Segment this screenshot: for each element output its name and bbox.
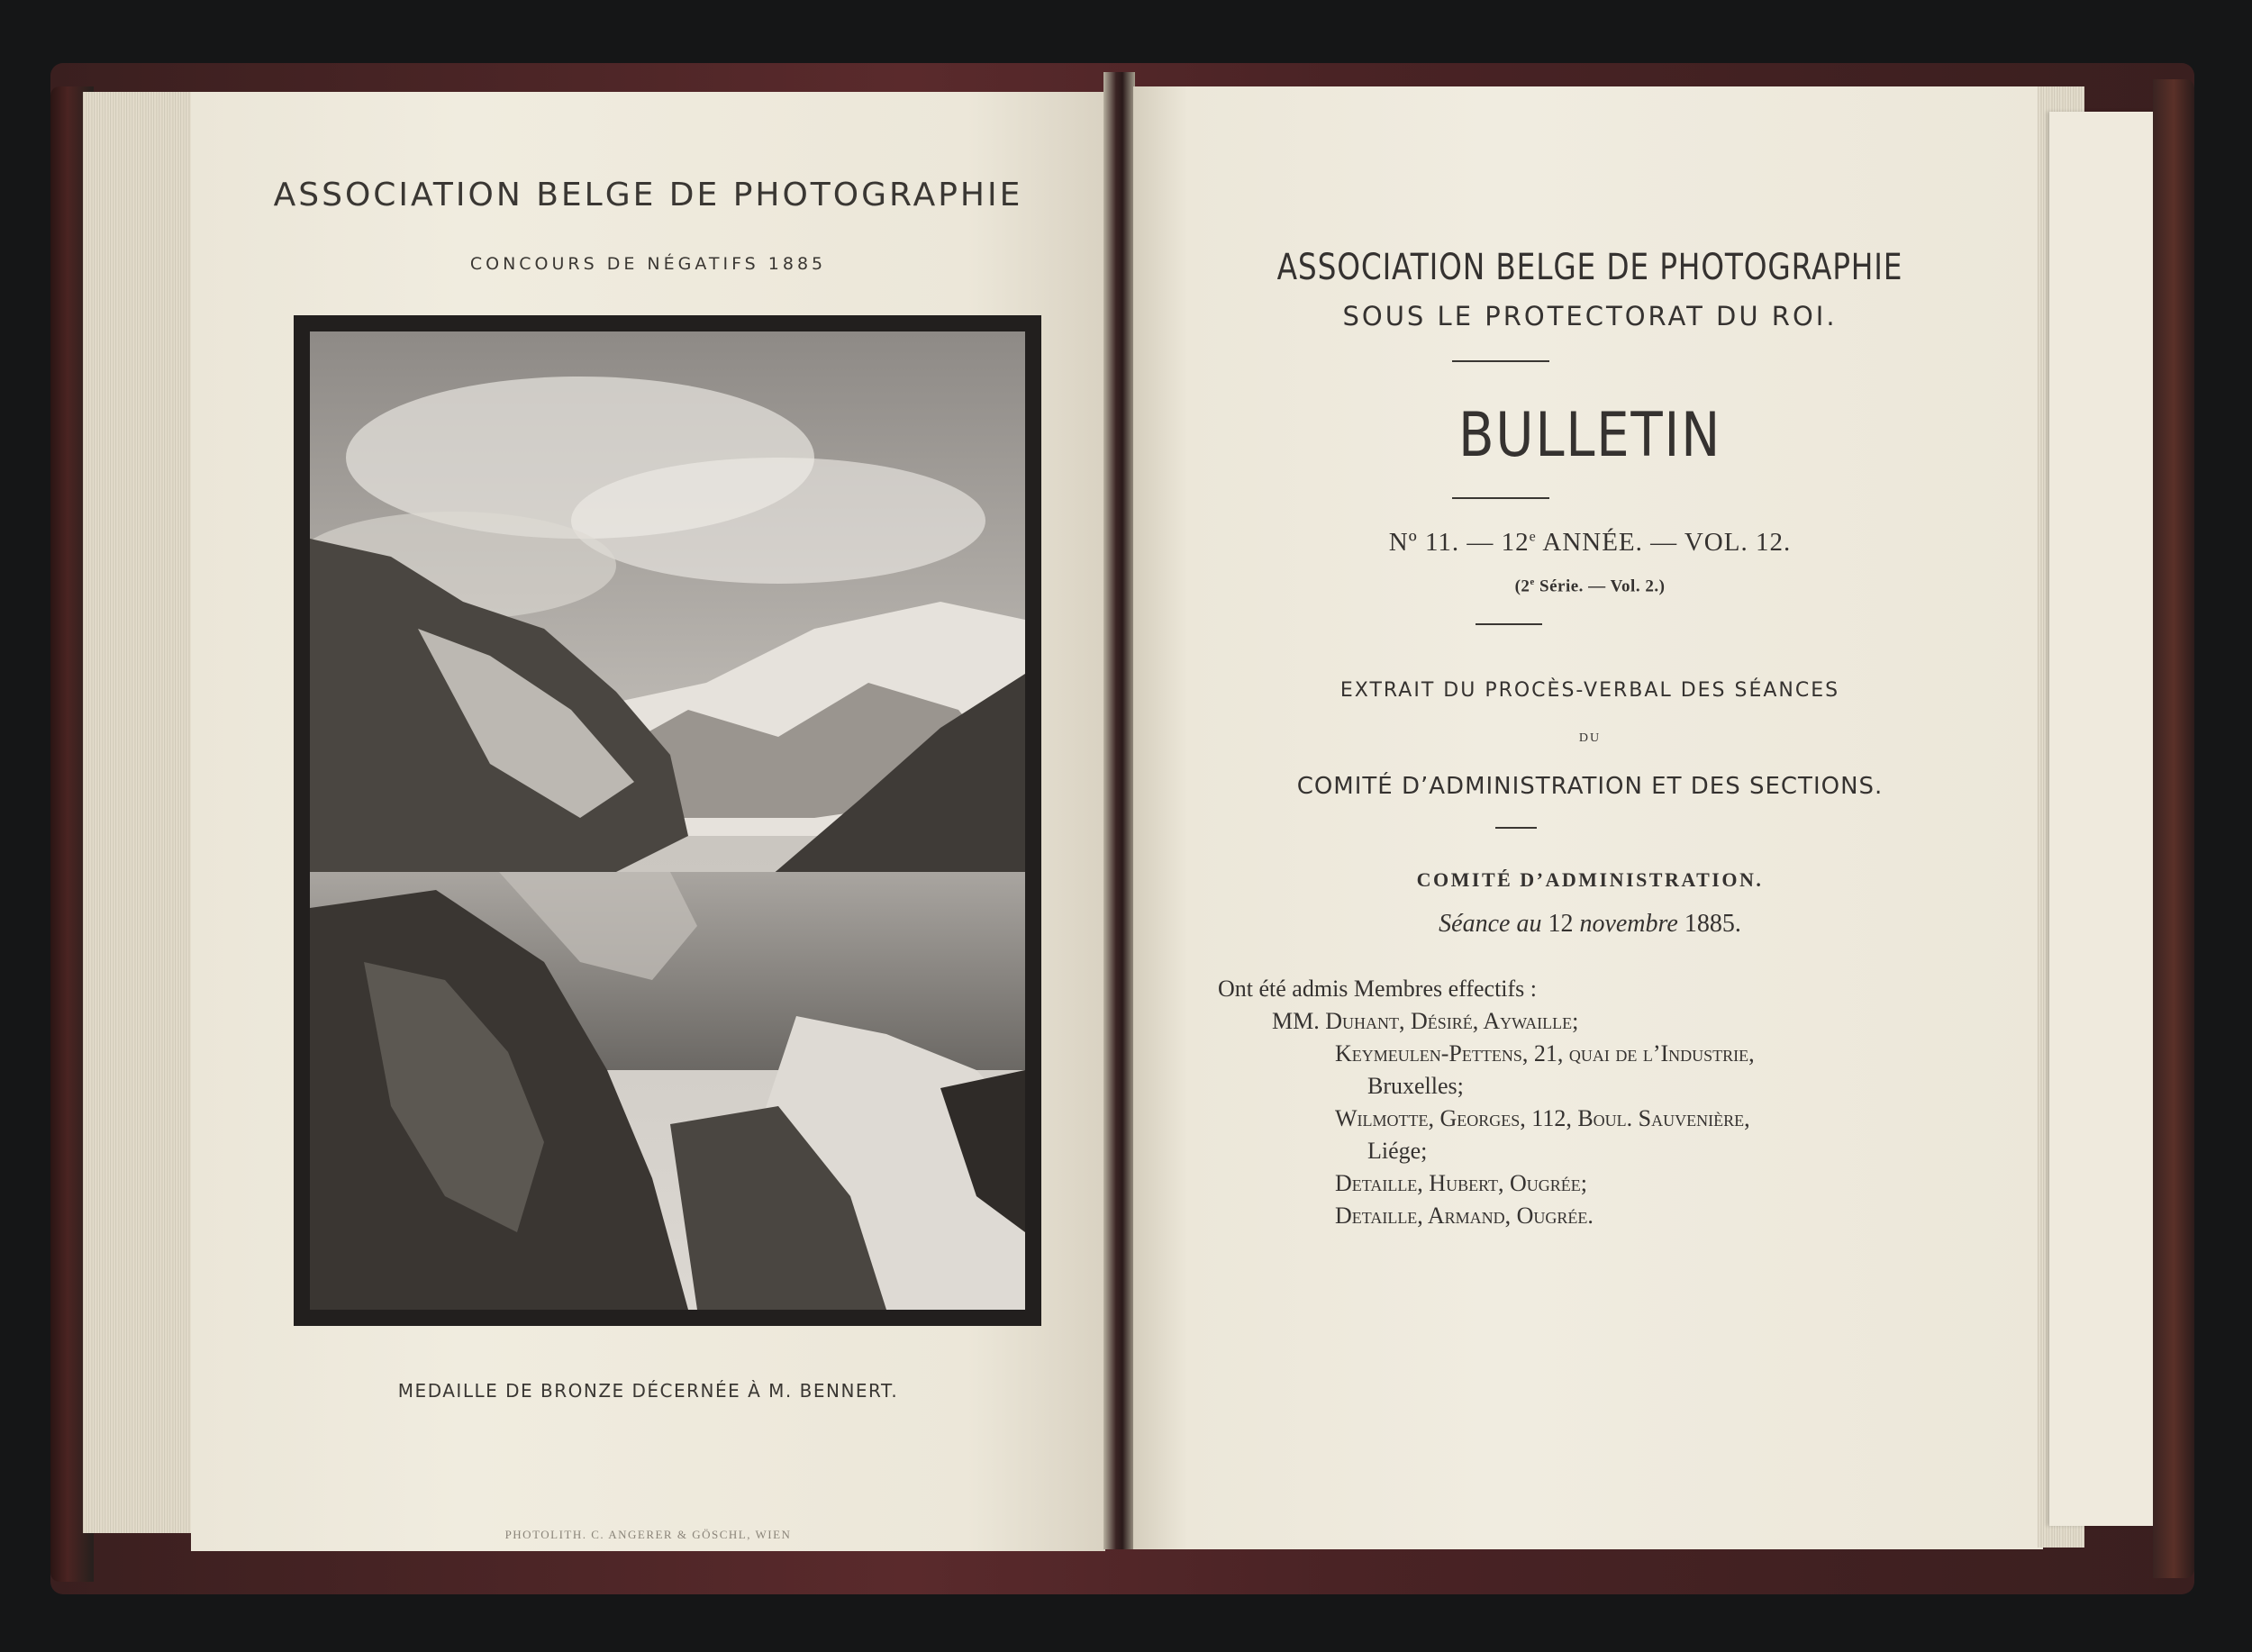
bulletin-title: BULLETIN <box>1457 400 1722 471</box>
mountain-lake-image <box>310 331 1025 1310</box>
member-entry: Liége; <box>1367 1138 1428 1164</box>
extrait-heading: EXTRAIT DU PROCÈS-VERBAL DES SÉANCES <box>1339 679 1840 702</box>
member-entry: Wilmotte, Georges, 112, Boul. Sauvenière, <box>1335 1105 1750 1131</box>
book-gutter <box>1103 72 1135 1549</box>
admis-line: Ont été admis Membres effectifs : <box>1218 976 1538 1002</box>
association-heading: ASSOCIATION BELGE DE PHOTOGRAPHIE <box>1276 247 1903 288</box>
printer-credit: PHOTOLITH. C. ANGERER & GÖSCHL, WIEN <box>504 1528 792 1541</box>
member-entry: Keymeulen-Pettens, 21, quai de l’Industrie, <box>1335 1040 1755 1067</box>
issue-number: Nº 11. — 12e ANNÉE. — VOL. 12. <box>1388 528 1792 557</box>
divider-rule <box>1495 827 1537 829</box>
member-entry: Detaille, Armand, Ougrée. <box>1335 1203 1594 1229</box>
seance-line: Séance au 12 novembre 1885. <box>1439 910 1741 938</box>
plate-title: ASSOCIATION BELGE DE PHOTOGRAPHIE <box>273 177 1023 213</box>
comite-administration-heading: COMITÉ D’ADMINISTRATION. <box>1416 868 1764 891</box>
plate-subtitle: CONCOURS DE NÉGATIFS 1885 <box>469 254 827 274</box>
member-entry: Bruxelles; <box>1367 1073 1464 1099</box>
divider-rule <box>1452 360 1549 362</box>
mountain-photograph <box>294 315 1041 1326</box>
member-entry: MM. Duhant, Désiré, Aywaille; <box>1272 1008 1579 1034</box>
protectorat-line: SOUS LE PROTECTORAT DU ROI. <box>1342 301 1838 331</box>
divider-rule <box>1452 497 1549 499</box>
du-line: DU <box>1578 731 1602 745</box>
plate-caption: MEDAILLE DE BRONZE DÉCERNÉE À M. BENNERT. <box>397 1380 899 1402</box>
cover-edge-right <box>2153 79 2194 1578</box>
member-entry: Detaille, Hubert, Ougrée; <box>1335 1170 1587 1196</box>
comite-sections-heading: COMITÉ D’ADMINISTRATION ET DES SECTIONS. <box>1296 773 1884 800</box>
page-stack-left <box>83 92 200 1533</box>
divider-rule <box>1476 623 1542 625</box>
series-line: (2e Série. — Vol. 2.) <box>1514 576 1666 596</box>
